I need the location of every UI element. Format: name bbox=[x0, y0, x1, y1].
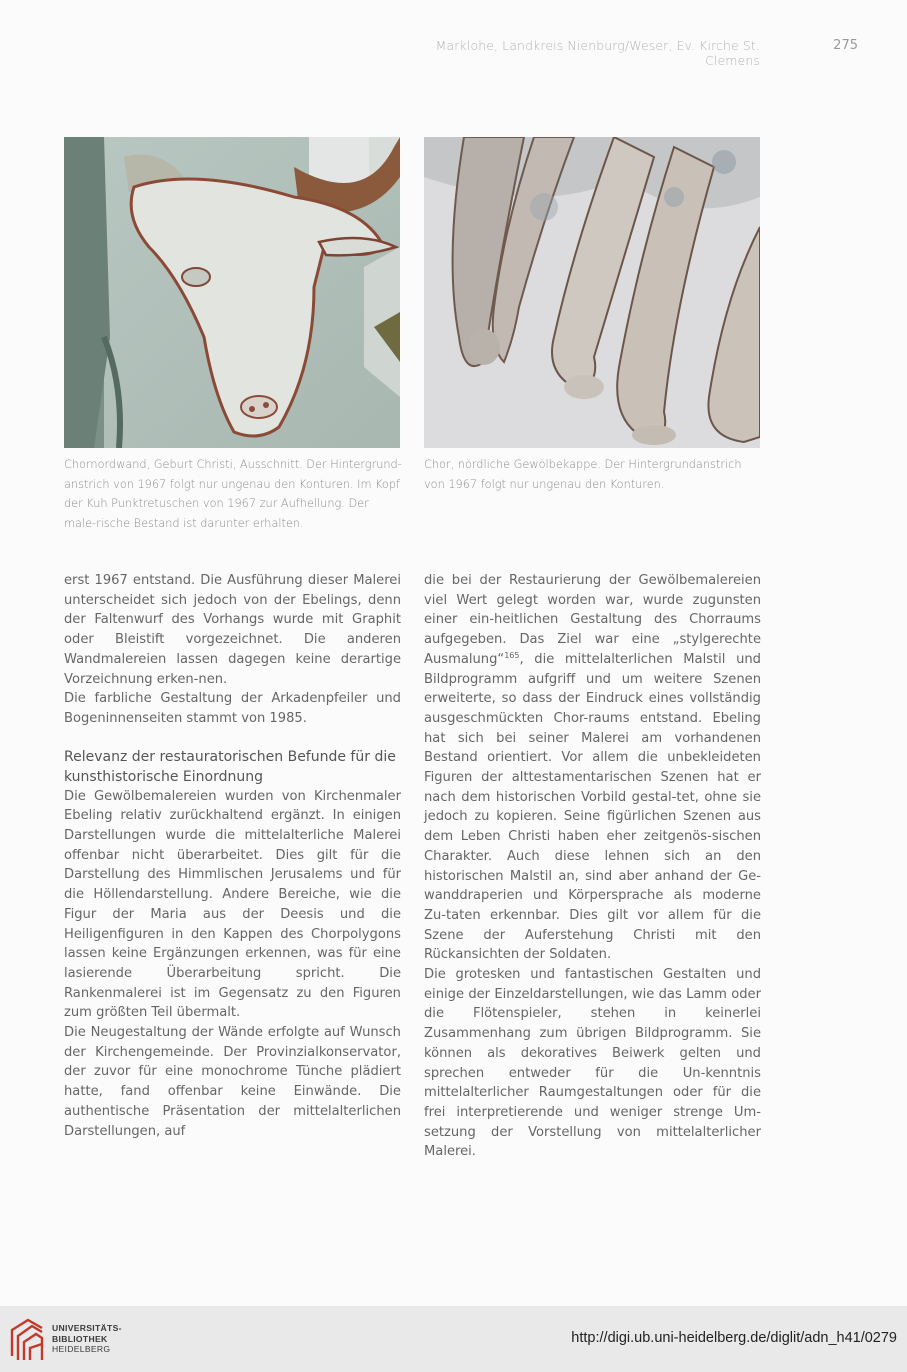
paragraph-text: , die mittelalterlichen Malstil und Bildprogramm aufgriff und um weitere Szenen erweiterte, so dass der Eindruck eines vollständig ausgeschmückten Chor-raums entstand. Ebeling hat sich bei seiner Malerei am vorhandenen Bestand orientiert. Vor allem die unbekleideten Figuren der alttestamentarischen Szenen hat er nach dem historischen Vorbild gestal-tet, ohne sie jedoch zu kopieren. Seine figürlichen Szenen aus dem Leben Christi haben eher zeitgenös-sischen Charakter. Auch diese lehnen sich an den historischen Malstil an, sind aber anhand der Ge-wanddraperien und Körpersprache als moderne Zu-taten erkennbar. Dies gilt vor allem für die Szene der Auferstehung Christi mit den Rückansichten der Soldaten. bbox=[424, 651, 761, 963]
text-column-right bbox=[424, 571, 761, 1162]
figure-ox-head bbox=[64, 137, 400, 448]
text-column-left bbox=[64, 571, 401, 1141]
paragraph bbox=[424, 571, 761, 965]
page-number: 275 bbox=[833, 38, 858, 53]
figure-caption-left: Chornordwand, Geburt Christi, Ausschnitt. Der Hintergrund-anstrich von 1967 folgt nur ungenau den Konturen. Im Kopf der Kuh Punktretuschen von 1967 zur Aufhellung. Der male-rische Bestand ist darunter erhalten. bbox=[64, 458, 402, 530]
running-title: Marklohe, Landkreis Nienburg/Weser, Ev. Kirche St. Clemens bbox=[435, 38, 760, 68]
library-logo-icon bbox=[8, 1316, 46, 1362]
footer-bar bbox=[0, 1306, 907, 1372]
paragraph: Die Neugestaltung der Wände erfolgte auf Wunsch der Kirchengemeinde. Der Provinzialkonservator, der zuvor für eine monochrome Tünche plädiert hatte, fand offenbar keine Einwände. Die authentische Präsentation der mittelalterlichen Darstellungen, auf bbox=[64, 1025, 401, 1139]
source-url-link[interactable]: http://digi.ub.uni-heidelberg.de/diglit/adn_h41/0279 bbox=[571, 1330, 897, 1346]
figure-caption-right: Chor, nördliche Gewölbekappe. Der Hintergrundanstrich von 1967 folgt nur ungenau den Konturen. bbox=[424, 458, 742, 491]
legs-image bbox=[424, 137, 760, 448]
paragraph: Die Gewölbemalereien wurden von Kirchenmaler Ebeling relativ zurückhaltend ergänzt. In einigen Darstellungen wurde die mittelalterliche Malerei offenbar nicht überarbeitet. Dies gilt für die Darstellung des Himmlischen Jerusalems und für die Höllendarstellung. Andere Bereiche, wie die Figur der Maria aus der Deesis und die Heiligenfiguren in den Kappen des Chorpolygons lassen keine Ergänzungen erkennen, was für eine lasierende Überarbeitung spricht. Die Rankenmalerei ist im Gegensatz zu den Figuren zum größten Teil übermalt. bbox=[64, 788, 401, 1021]
library-name: UNIVERSITÄTS- BIBLIOTHEK HEIDELBERG bbox=[52, 1323, 122, 1354]
footnote-reference[interactable]: 165 bbox=[504, 650, 520, 660]
paragraph: Die grotesken und fantastischen Gestalten und einige der Einzeldarstellungen, wie das Lamm oder die Flötenspieler, stehen in keinerlei Zusammenhang zum übrigen Bildprogramm. Sie können als dekoratives Beiwerk gelten und sprechen entweder für die Un-kenntnis mittelalterlicher Raumgestaltungen oder für die frei interpretierende und weniger strenge Um-setzung der Vorstellung von mittelalterlicher Malerei. bbox=[424, 967, 761, 1160]
section-heading: Relevanz der restauratorischen Befunde für die kunsthistorische Einordnung bbox=[64, 748, 396, 785]
paragraph-text: die bei der Restaurierung der Gewölbemalereien viel Wert gelegt worden war, wurde zugunsten einer ein-heitlichen Gestaltung des Chorraums aufgegeben. Das Ziel war eine „stylgerechte Ausmalung“ bbox=[424, 573, 761, 667]
figure-legs bbox=[424, 137, 760, 448]
paragraph: erst 1967 entstand. Die Ausführung dieser Malerei unterscheidet sich jedoch von der Ebelings, denn der Faltenwurf des Vorhangs wurde mit Graphit oder Bleistift vorgezeichnet. Die anderen Wandmalereien lassen dagegen keine derartige Vorzeichnung erken-nen. bbox=[64, 573, 401, 687]
ox-head-image bbox=[64, 137, 400, 448]
paragraph: Die farbliche Gestaltung der Arkadenpfeiler und Bogeninnenseiten stammt von 1985. bbox=[64, 691, 401, 726]
